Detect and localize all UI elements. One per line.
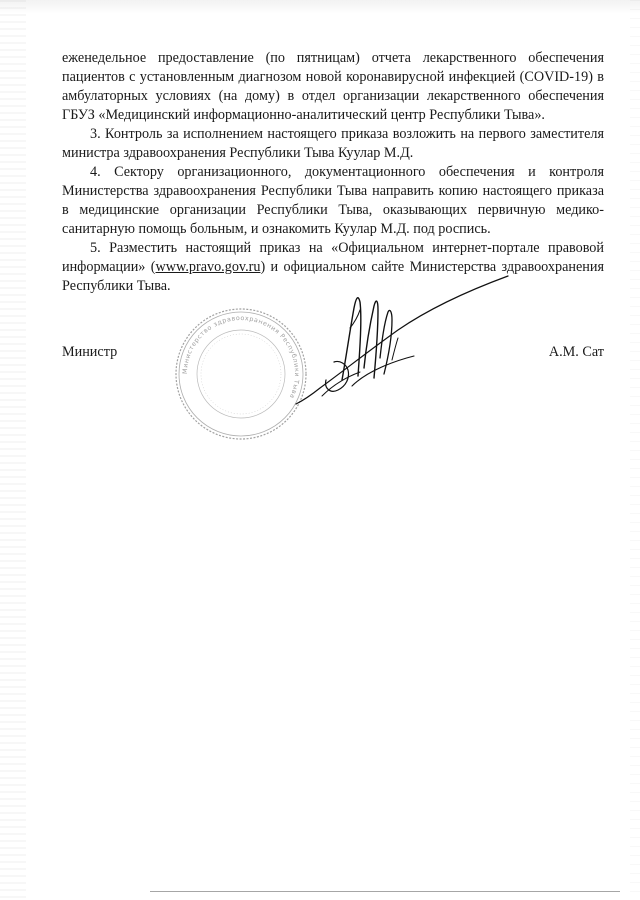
signature-icon xyxy=(280,268,510,418)
seal-text: Министерство здравоохранения Республики Тыва xyxy=(181,314,301,400)
scan-top-shadow xyxy=(0,0,640,14)
signatory-name: А.М. Сат xyxy=(548,344,604,360)
paragraph-item-3 xyxy=(62,125,604,163)
paragraph-text: ) и официальном сайте Министерства здравоохранения Республики Тыва. xyxy=(62,259,605,294)
scan-edge-right xyxy=(630,0,640,900)
document-body xyxy=(62,49,604,296)
paragraph-text: 5. Разместить настоящий приказ на «Официальном интернет-портале правовой информации» ( xyxy=(62,240,604,275)
paragraph-item-4 xyxy=(62,163,604,239)
signature-block xyxy=(62,344,604,364)
paragraph-text: 3. Контроль за исполнением настоящего приказа возложить на первого заместителя министра здравоохранения Республики Тыва Куулар М.Д. xyxy=(62,126,604,161)
paragraph-continuation xyxy=(62,49,604,125)
scan-edge-left xyxy=(0,0,26,900)
paragraph-text: 4. Сектору организационного, документационного обеспечения и контроля Министерства здравоохранения Республики Тыва направить копию настоящего приказа в медицинские организации Республики Тыва, оказывающих первичную медико-санитарную помощь больным, и ознакомить Куулар М.Д. под роспись. xyxy=(62,164,604,237)
pravo-gov-link[interactable]: www.pravo.gov.ru xyxy=(155,259,261,275)
signatory-position: Министр xyxy=(62,344,118,360)
scan-bottom-line xyxy=(150,891,620,892)
paragraph-text: еженедельное предоставление (по пятницам) отчета лекарственного обеспечения пациентов с установленным диагнозом новой коронавирусной инфекцией (COVID-19) в амбулаторных условиях (на дому) в отдел организации лекарственного обеспечения ГБУЗ «Медицинский информационно-аналитический центр Республики Тыва». xyxy=(62,50,604,123)
